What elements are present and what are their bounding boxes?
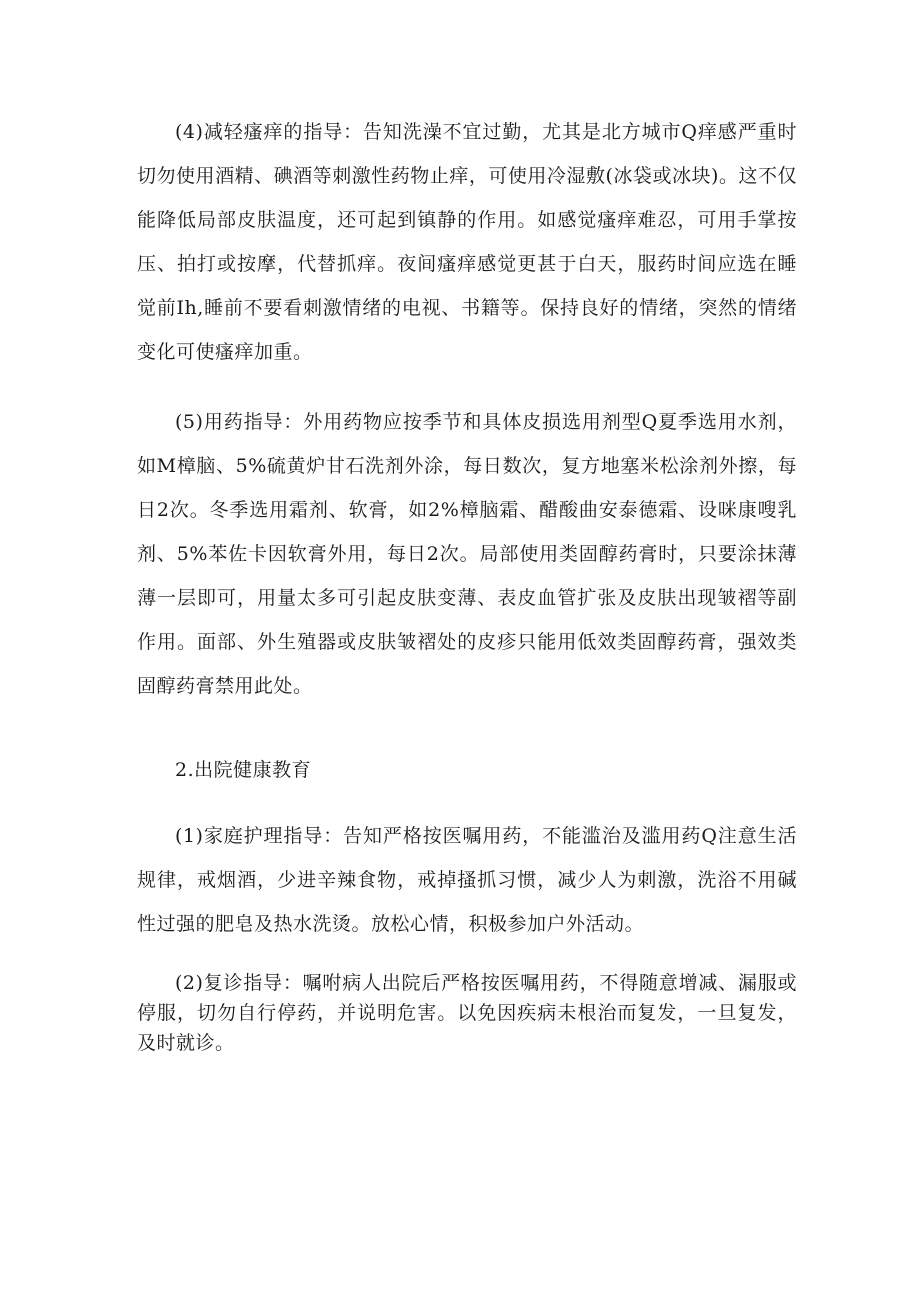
paragraph-medication-guidance: (5)用药指导：外用药物应按季节和具体皮损选用剂型Q夏季选用水剂，如M樟脑、5%硫黄炉甘石洗剂外涂，每日数次，复方地塞米松涂剂外擦，每日2次。冬季选用霜剂、软膏，如2%樟脑霜、醋酸曲安泰德霜、设咪康嗖乳剂、5%苯佐卡因软膏外用，每日2次。局部使用类固醇药膏时，只要涂抹薄薄一层即可，用量太多可引起皮肤变薄、表皮血管扩张及皮肤出现皱褶等副作用。面部、外生殖器或皮肤皱褶处的皮疹只能用低效类固醇药膏，强效类固醇药膏禁用此处。 [137, 411, 797, 697]
paragraph-follow-up-guidance: (2)复诊指导：嘱咐病人出院后严格按医嘱用药，不得随意增减、漏服或停服，切勿自行停药，并说明危害。以免因疾病未根治而复发，一旦复发，及时就诊。 [137, 972, 797, 1054]
paragraph-home-care-guidance: (1)家庭护理指导：告知严格按医嘱用药，不能滥治及滥用药Q注意生活规律，戒烟酒，少进辛辣食物，戒掉搔抓习惯，减少人为刺激，洗浴不用碱性过强的肥皂及热水洗烫。放松心情，积极参加户外活动。 [137, 825, 797, 935]
paragraph-itch-relief-guidance: (4)减轻瘙痒的指导：告知洗澡不宜过勤，尤其是北方城市Q痒感严重时切勿使用酒精、碘酒等刺激性药物止痒，可使用冷湿敷(冰袋或冰块)。这不仅能降低局部皮肤温度，还可起到镇静的作用。如感觉瘙痒难忍，可用手掌按压、拍打或按摩，代替抓痒。夜间瘙痒感觉更甚于白天，服药时间应选在睡觉前Ih,睡前不要看刺激情绪的电视、书籍等。保持良好的情绪，突然的情绪变化可使瘙痒加重。 [137, 121, 797, 363]
section-heading-discharge-education: 2.出院健康教育 [175, 759, 312, 781]
